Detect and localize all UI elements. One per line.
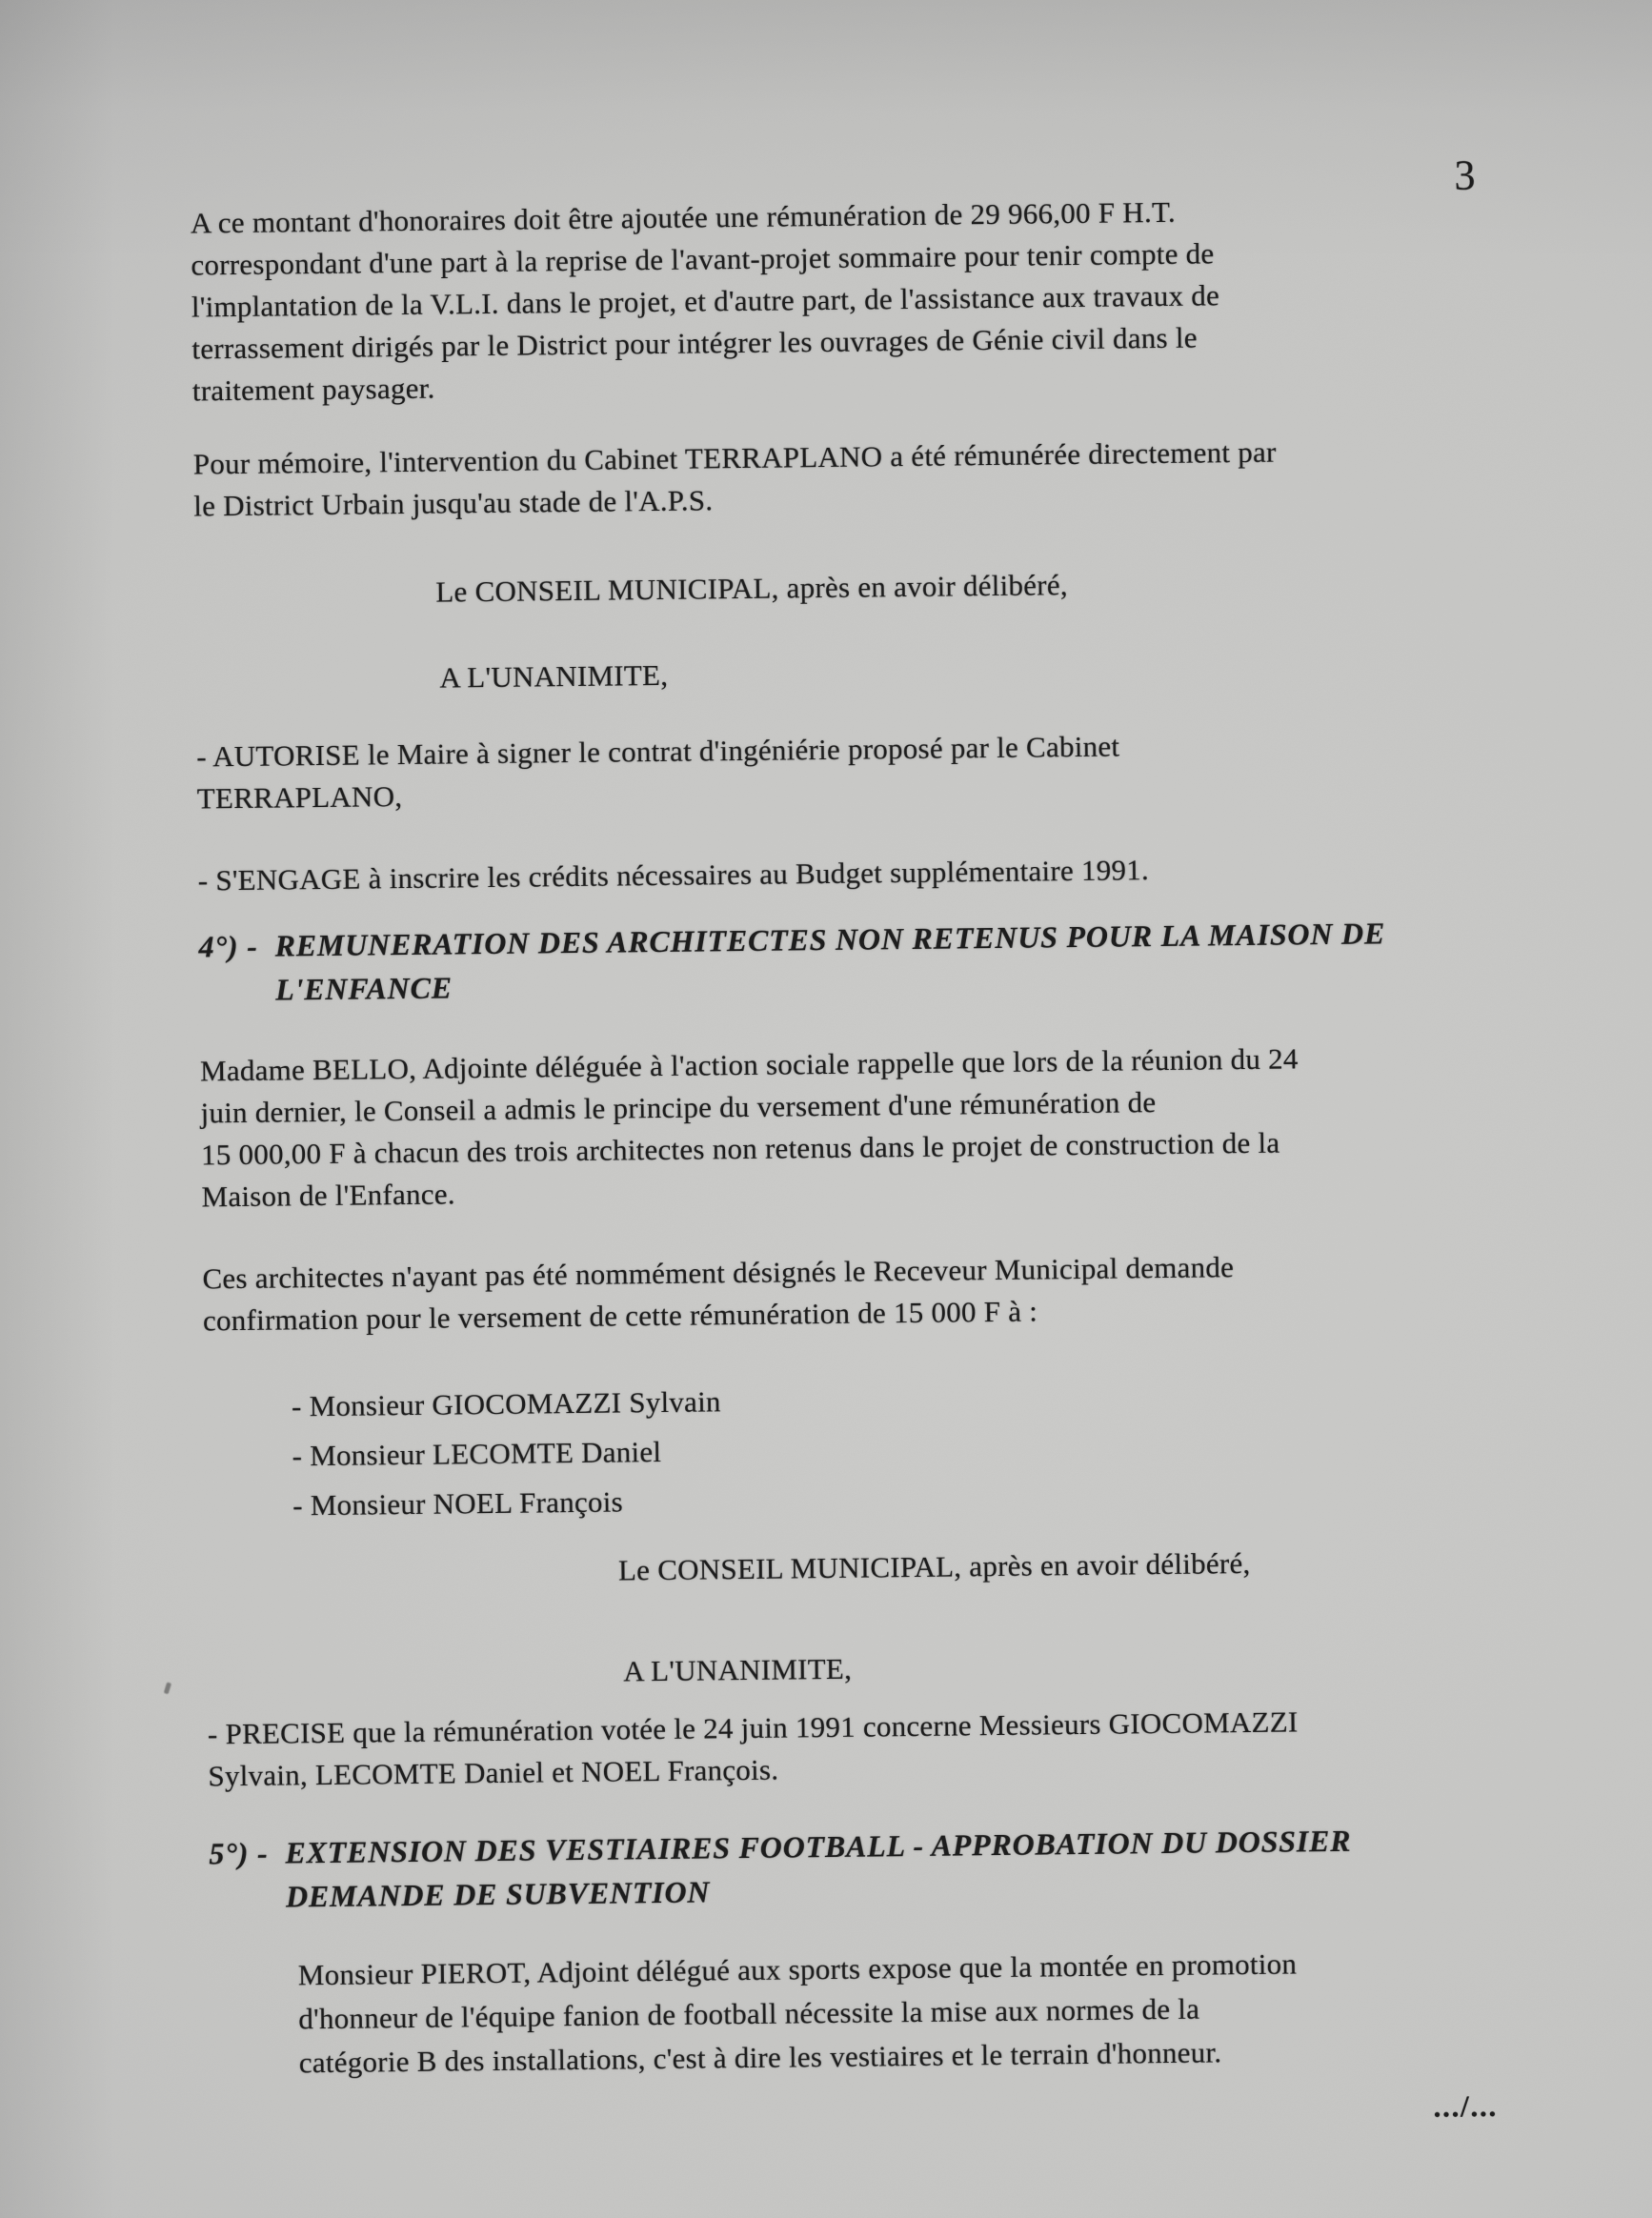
paragraph-honoraires: A ce montant d'honoraires doit être ajoutée une rémunération de 29 966,00 F H.T. correspondant d'une part à la reprise de l'avant-projet sommaire pour tenir compte de l'implantation de la V.L.I. dans le projet, et d'autre part, de l'assistance aux travaux de terrassement dirigés par le District pour intégrer les ouvrages de Génie civil dans le traitement paysager. <box>190 194 1220 408</box>
deliberation-line-2: Le CONSEIL MUNICIPAL, après en avoir délibéré, <box>617 1545 1251 1587</box>
section-5-title: EXTENSION DES VESTIAIRES FOOTBALL - APPROBATION DU DOSSIER DEMANDE DE SUBVENTION <box>285 1823 1352 1914</box>
section-4-title: REMUNERATION DES ARCHITECTES NON RETENUS POUR LA MAISON DE L'ENFANCE <box>274 916 1386 1007</box>
ink-speck <box>164 1682 171 1694</box>
paragraph-architectes: Ces architectes n'ayant pas été nommément désignés le Receveur Municipal demande confirmation pour le versement de cette rémunération de 15 000 F à : <box>202 1250 1235 1338</box>
list-item: - Monsieur NOEL François <box>292 1484 624 1522</box>
section-4-number: 4°) - <box>198 928 258 964</box>
deliberation-line-1: Le CONSEIL MUNICIPAL, après en avoir délibéré, <box>435 568 1068 609</box>
section-5-heading <box>209 1819 1352 1920</box>
decision-autorise: - AUTORISE le Maire à signer le contrat d'ingéniérie proposé par le Cabinet TERRAPLANO, <box>196 729 1120 816</box>
page-number: 3 <box>1454 151 1476 199</box>
section-4-heading <box>198 911 1386 1012</box>
unanimite-line-2: A L'UNANIMITE, <box>623 1651 853 1688</box>
paragraph-bello: Madame BELLO, Adjointe déléguée à l'action sociale rappelle que lors de la réunion du 24 juin dernier, le Conseil a admis le principe du versement d'une rémunération de 15 000,00 F à chacun des trois architectes non retenus dans le projet de construction de la Maison de l'Enfance. <box>199 1041 1299 1214</box>
unanimite-line-1: A L'UNANIMITE, <box>439 657 669 695</box>
paragraph-pierot: Monsieur PIEROT, Adjoint délégué aux sports expose que la montée en promotion d'honneur de l'équipe fanion de football nécessite la mise aux normes de la catégorie B des installations, c'est à dire les vestiaires et le terrain d'honneur. <box>297 1946 1298 2080</box>
section-5-number: 5°) - <box>209 1835 269 1871</box>
decision-engage: - S'ENGAGE à inscrire les crédits nécessaires au Budget supplémentaire 1991. <box>197 853 1150 897</box>
list-item: - Monsieur GIOCOMAZZI Sylvain <box>291 1384 721 1423</box>
paragraph-memoire: Pour mémoire, l'intervention du Cabinet TERRAPLANO a été rémunérée directement par le District Urbain jusqu'au stade de l'A.P.S. <box>192 434 1277 523</box>
list-item: - Monsieur LECOMTE Daniel <box>292 1434 662 1473</box>
architectes-list <box>292 1377 722 1530</box>
decision-precise: - PRECISE que la rémunération votée le 24 juin 1991 concerne Messieurs GIOCOMAZZI Sylvain, LECOMTE Daniel et NOEL François. <box>207 1704 1299 1793</box>
continuation-mark: .../... <box>1433 2088 1499 2124</box>
